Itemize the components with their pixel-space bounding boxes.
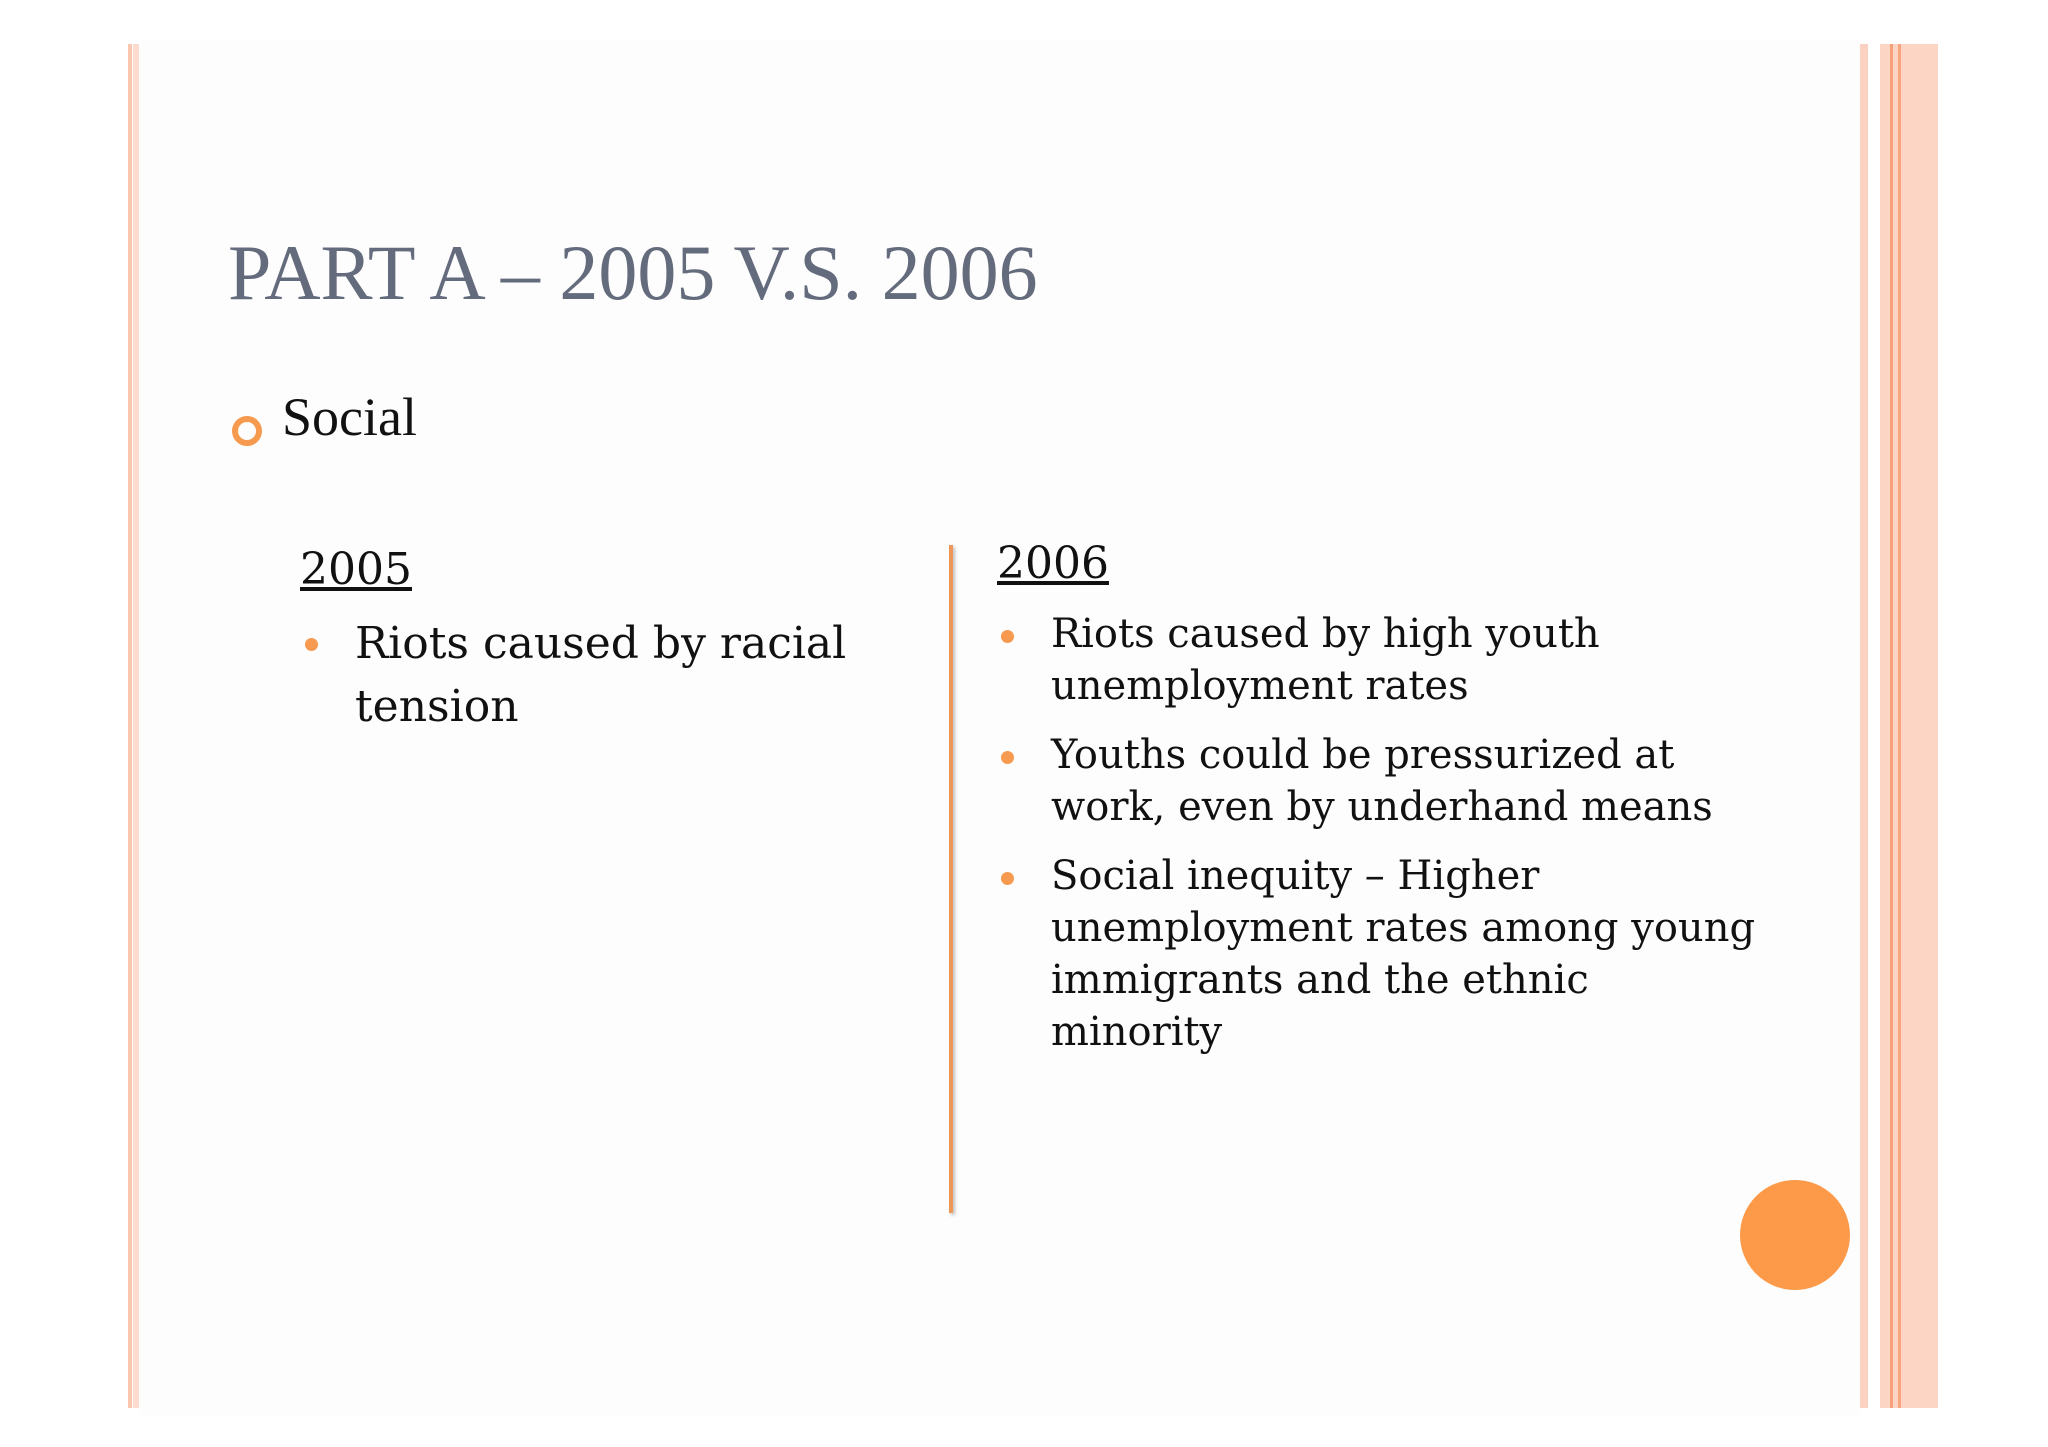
bullet-text: Social inequity – Higher unemployment rates among young immigrants and the ethnic minority xyxy=(1051,853,1756,1055)
bullet-list-2006 xyxy=(998,608,1758,1075)
left-border-stripe-inner xyxy=(133,44,139,1408)
right-border-band xyxy=(1880,44,1938,1408)
right-border-line xyxy=(1890,44,1893,1408)
level1-bullet-text: Social xyxy=(282,387,417,447)
bullet-dot-icon xyxy=(1001,751,1014,764)
left-border-stripe xyxy=(128,44,132,1408)
column-divider xyxy=(949,545,953,1213)
list-item xyxy=(998,729,1758,833)
list-item xyxy=(998,850,1758,1058)
bullet-text: Riots caused by racial tension xyxy=(355,618,847,732)
column-heading-2006: 2006 xyxy=(997,538,1109,589)
slide-title: PART A – 2005 V.S. 2006 xyxy=(228,229,1038,316)
right-border-line xyxy=(1898,44,1901,1408)
column-heading-2005: 2005 xyxy=(300,544,412,595)
list-item xyxy=(998,608,1758,712)
list-item xyxy=(302,612,862,738)
bullet-text: Riots caused by high youth unemployment rates xyxy=(1051,611,1600,709)
bullet-dot-icon xyxy=(1001,630,1014,643)
ring-bullet-icon xyxy=(232,416,262,446)
decorative-circle xyxy=(1740,1180,1850,1290)
bullet-dot-icon xyxy=(1001,872,1014,885)
bullet-dot-icon xyxy=(305,638,318,651)
bullet-list-2005 xyxy=(302,612,862,738)
right-border-stripe-thin xyxy=(1860,44,1868,1408)
bullet-text: Youths could be pressurized at work, even by underhand means xyxy=(1051,732,1713,830)
